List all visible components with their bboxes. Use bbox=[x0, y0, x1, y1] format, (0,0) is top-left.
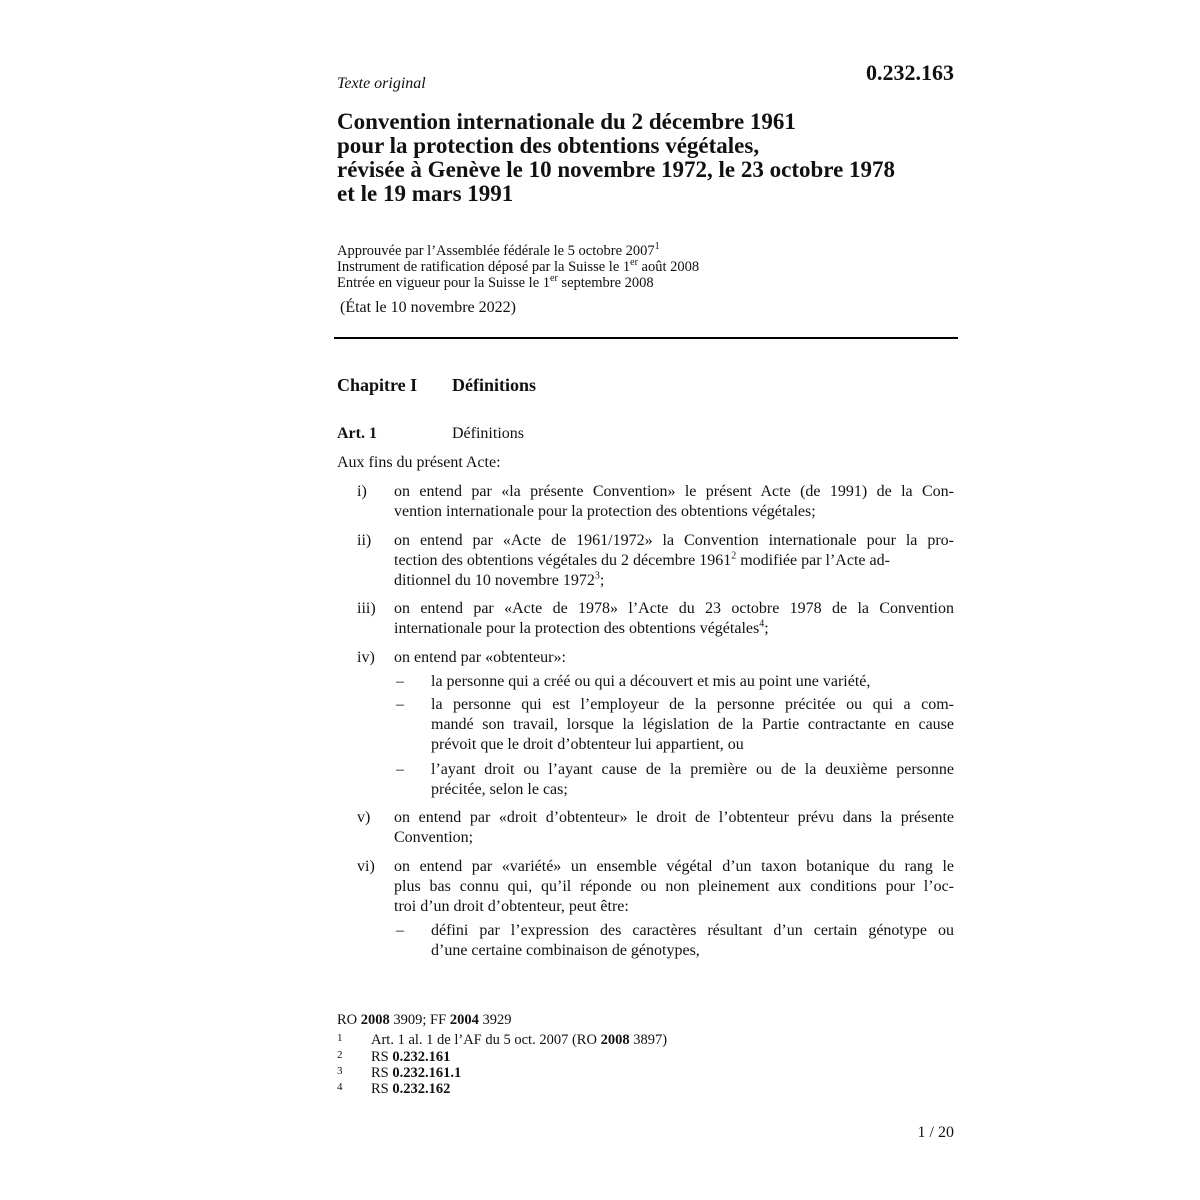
dash-marker: – bbox=[396, 696, 404, 713]
footnote-ref[interactable]: 3 bbox=[594, 570, 600, 582]
footnote-number: 2 bbox=[337, 1049, 343, 1061]
dash-marker: – bbox=[396, 922, 404, 939]
sub-item-line: prévoit que le droit d’obtenteur lui appartient, ou bbox=[431, 736, 744, 753]
item-label: v) bbox=[357, 809, 371, 826]
chapter-title: Définitions bbox=[452, 375, 537, 395]
sub-item-line: précitée, selon le cas; bbox=[431, 781, 568, 798]
footnote-ref[interactable]: 1 bbox=[654, 241, 660, 253]
entry-text: Entrée en vigueur pour la Suisse le 1 bbox=[337, 275, 551, 291]
approval-text: Approuvée par l’Assemblée fédérale le 5 octobre 2007 bbox=[337, 243, 655, 259]
approval-line bbox=[337, 243, 699, 259]
item-label: iii) bbox=[357, 600, 376, 617]
ref-text: 3929 bbox=[478, 1012, 512, 1028]
sub-item-line: la personne qui a créé ou qui a découvert et mis au point une variété, bbox=[431, 673, 871, 690]
item-label: iv) bbox=[357, 649, 375, 666]
item-line: Convention; bbox=[394, 829, 474, 846]
document-title bbox=[337, 110, 977, 206]
item-line: on entend par «droit d’obtenteur» le droit de l’obtenteur prévu dans la présente bbox=[394, 809, 954, 826]
item-line: on entend par «Acte de 1978» l’Acte du 23 octobre 1978 de la Convention bbox=[394, 600, 954, 617]
chapter-heading bbox=[337, 375, 537, 396]
article-intro: Aux fins du présent Acte: bbox=[337, 454, 501, 471]
item-line: plus bas connu qui, qu’il réponde ou non pleinement aux conditions pour l’oc- bbox=[394, 878, 954, 895]
item-label: vi) bbox=[357, 858, 375, 875]
sub-item-line: l’ayant droit ou l’ayant cause de la première ou de la deuxième personne bbox=[431, 761, 954, 778]
document-number: 0.232.163 bbox=[866, 60, 954, 85]
dash-marker: – bbox=[396, 673, 404, 690]
chapter-number: Chapitre I bbox=[337, 375, 418, 395]
footnote-number: 4 bbox=[337, 1081, 343, 1093]
ordinal-sup: er bbox=[550, 273, 558, 285]
ref-year: 2008 bbox=[360, 1012, 390, 1028]
ref-year: 2004 bbox=[449, 1012, 479, 1028]
header-divider bbox=[334, 337, 958, 339]
footnote-text: RS 0.232.161 bbox=[371, 1049, 451, 1065]
footnote-number: 1 bbox=[337, 1032, 343, 1044]
sub-item-line: mandé son travail, lorsque la législation de la Partie contractante en cause bbox=[431, 716, 954, 733]
footnote-ref[interactable]: 4 bbox=[759, 618, 765, 630]
ratification-date: août 2008 bbox=[637, 259, 700, 275]
item-text: ; bbox=[599, 572, 605, 589]
entry-into-force-line bbox=[337, 275, 699, 291]
item-line: on entend par «Acte de 1961/1972» la Convention internationale pour la pro- bbox=[394, 532, 954, 549]
state-date: (État le 10 novembre 2022) bbox=[340, 299, 516, 316]
footnote-text: RS 0.232.161.1 bbox=[371, 1065, 462, 1081]
item-text: ditionnel du 10 novembre 1972 bbox=[394, 572, 595, 589]
item-line bbox=[394, 619, 769, 639]
article-heading bbox=[337, 425, 524, 443]
ratification-text: Instrument de ratification déposé par la Suisse le 1 bbox=[337, 259, 631, 275]
item-line: on entend par «variété» un ensemble végétal d’un taxon botanique du rang le bbox=[394, 858, 954, 875]
rs-link[interactable]: 0.232.161.1 bbox=[392, 1065, 462, 1081]
article-title: Définitions bbox=[452, 425, 524, 442]
approval-block bbox=[337, 243, 699, 291]
item-label: ii) bbox=[357, 532, 372, 549]
title-line: Convention internationale du 2 décembre 1961 bbox=[337, 109, 796, 134]
sub-item-line: la personne qui est l’employeur de la personne précitée ou qui a com- bbox=[431, 696, 954, 713]
item-line: troi d’un droit d’obtenteur, peut être: bbox=[394, 898, 629, 915]
ordinal-sup: er bbox=[630, 257, 638, 269]
item-text: internationale pour la protection des obtentions végétales bbox=[394, 620, 760, 637]
item-line: on entend par «la présente Convention» le présent Acte (de 1991) de la Con- bbox=[394, 483, 954, 500]
title-line: révisée à Genève le 10 novembre 1972, le 23 octobre 1978 bbox=[337, 157, 896, 182]
item-text: tection des obtentions végétales du 2 décembre 1961 bbox=[394, 552, 732, 569]
item-line bbox=[394, 551, 954, 571]
item-line: on entend par «obtenteur»: bbox=[394, 649, 566, 666]
sub-item-line: d’une certaine combinaison de génotypes, bbox=[431, 942, 700, 959]
ratification-line bbox=[337, 259, 699, 275]
footnote-text: Art. 1 al. 1 de l’AF du 5 oct. 2007 (RO 2008 3897) bbox=[371, 1032, 668, 1048]
page-number: 1 / 20 bbox=[917, 1124, 954, 1141]
item-text: modifiée par l’Acte ad- bbox=[736, 552, 890, 569]
rs-link[interactable]: 0.232.162 bbox=[392, 1081, 451, 1097]
footnote-text: RS 0.232.162 bbox=[371, 1081, 451, 1097]
item-line: vention internationale pour la protection des obtentions végétales; bbox=[394, 503, 816, 520]
footnote-number: 3 bbox=[337, 1065, 343, 1077]
item-text: ; bbox=[764, 620, 769, 637]
title-line: et le 19 mars 1991 bbox=[337, 181, 514, 206]
rs-link[interactable]: 0.232.161 bbox=[392, 1049, 451, 1065]
entry-date: septembre 2008 bbox=[557, 275, 654, 291]
item-line bbox=[394, 571, 604, 591]
sub-item-line: défini par l’expression des caractères résultant d’un certain génotype ou bbox=[431, 922, 954, 939]
dash-marker: – bbox=[396, 761, 404, 778]
ref-text: RO bbox=[337, 1012, 361, 1028]
ref-text: 3909; FF bbox=[389, 1012, 450, 1028]
original-text-label: Texte original bbox=[337, 75, 426, 92]
publication-reference bbox=[337, 1012, 511, 1029]
title-line: pour la protection des obtentions végétales, bbox=[337, 133, 760, 158]
item-label: i) bbox=[357, 483, 367, 500]
footnote-ref[interactable]: 2 bbox=[731, 550, 737, 562]
article-number: Art. 1 bbox=[337, 425, 377, 442]
